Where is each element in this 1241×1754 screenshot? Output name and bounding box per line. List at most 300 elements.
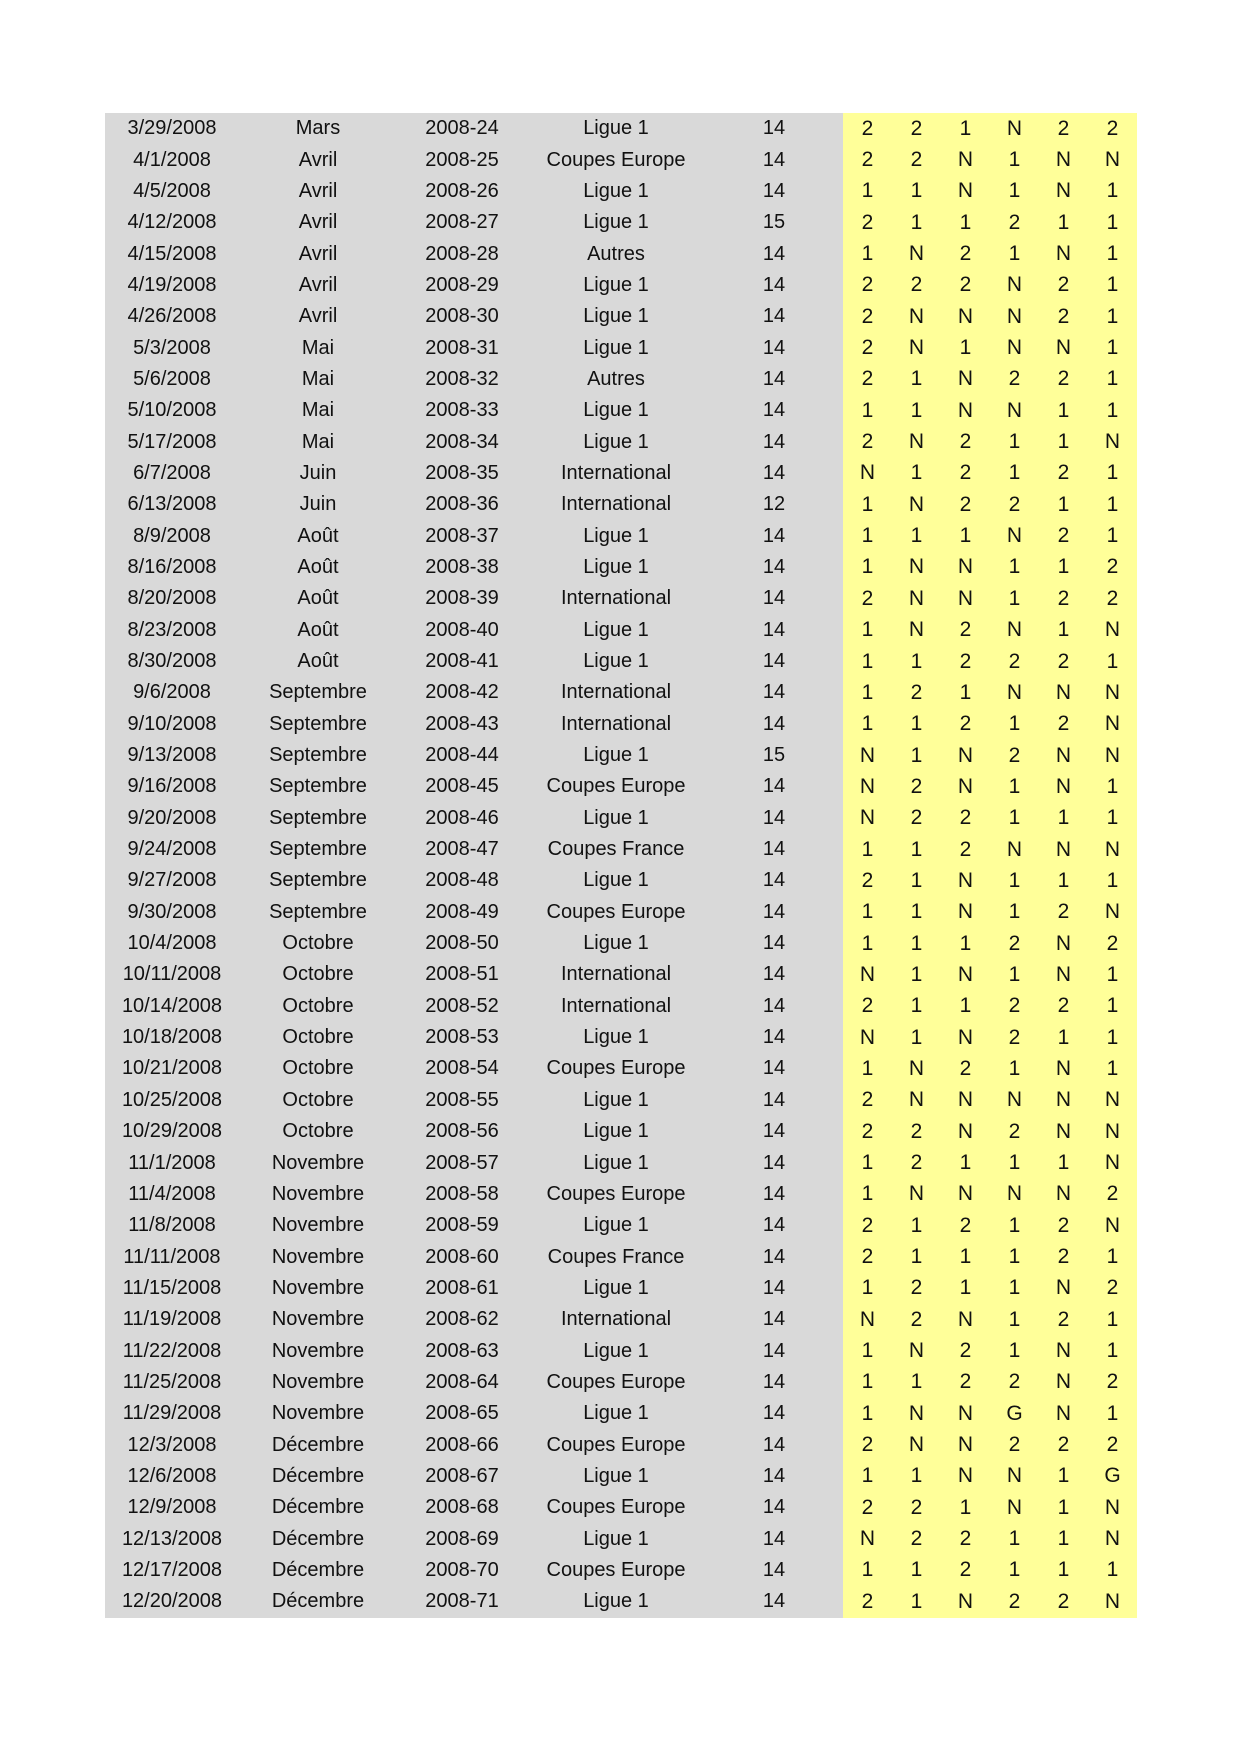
result-cell: N bbox=[843, 458, 892, 489]
date-cell: 12/6/2008 bbox=[105, 1461, 239, 1492]
competition-cell: Ligue 1 bbox=[527, 520, 705, 551]
result-cell: 2 bbox=[843, 1429, 892, 1460]
result-cell: N bbox=[892, 426, 941, 457]
week-cell: 2008-25 bbox=[397, 144, 527, 175]
competition-cell: Ligue 1 bbox=[527, 270, 705, 301]
result-cell: 1 bbox=[892, 646, 941, 677]
competition-cell: Coupes Europe bbox=[527, 1053, 705, 1084]
result-cell: 2 bbox=[1039, 709, 1088, 740]
result-cell: 2 bbox=[990, 489, 1039, 520]
result-cell: 1 bbox=[1088, 520, 1137, 551]
result-cell: N bbox=[1039, 176, 1088, 207]
table-row bbox=[105, 552, 1137, 583]
competition-cell: International bbox=[527, 489, 705, 520]
competition-cell: Ligue 1 bbox=[527, 1461, 705, 1492]
result-cell: 1 bbox=[1088, 301, 1137, 332]
month-cell: Novembre bbox=[239, 1210, 397, 1241]
table-row bbox=[105, 771, 1137, 802]
result-cell: 2 bbox=[941, 646, 990, 677]
result-cell: 1 bbox=[843, 928, 892, 959]
result-cell: N bbox=[1088, 1586, 1137, 1617]
result-cell: N bbox=[1039, 1273, 1088, 1304]
result-cell: N bbox=[941, 176, 990, 207]
week-cell: 2008-59 bbox=[397, 1210, 527, 1241]
result-cell: 1 bbox=[892, 991, 941, 1022]
competition-cell: Ligue 1 bbox=[527, 646, 705, 677]
result-cell: N bbox=[1039, 928, 1088, 959]
date-cell: 11/15/2008 bbox=[105, 1273, 239, 1304]
result-cell: 2 bbox=[1039, 113, 1088, 144]
result-cell: 2 bbox=[941, 1523, 990, 1554]
result-cell: 2 bbox=[843, 865, 892, 896]
week-cell: 2008-32 bbox=[397, 364, 527, 395]
week-cell: 2008-37 bbox=[397, 520, 527, 551]
result-cell: N bbox=[990, 1179, 1039, 1210]
month-cell: Juin bbox=[239, 458, 397, 489]
result-cell: 1 bbox=[892, 834, 941, 865]
result-cell: 2 bbox=[1088, 1429, 1137, 1460]
result-cell: 2 bbox=[941, 1555, 990, 1586]
result-cell: N bbox=[941, 771, 990, 802]
month-cell: Avril bbox=[239, 176, 397, 207]
table-row bbox=[105, 207, 1137, 238]
result-cell: N bbox=[990, 301, 1039, 332]
result-cell: N bbox=[1088, 897, 1137, 928]
result-cell: 1 bbox=[892, 1367, 941, 1398]
result-cell: 2 bbox=[941, 834, 990, 865]
result-cell: 1 bbox=[1039, 615, 1088, 646]
week-cell: 2008-68 bbox=[397, 1492, 527, 1523]
result-cell: 2 bbox=[843, 113, 892, 144]
matches-cell: 14 bbox=[705, 238, 843, 269]
result-cell: 2 bbox=[892, 1492, 941, 1523]
result-cell: N bbox=[941, 1586, 990, 1617]
result-cell: N bbox=[843, 740, 892, 771]
table-row bbox=[105, 803, 1137, 834]
result-cell: 1 bbox=[1088, 1398, 1137, 1429]
result-cell: 1 bbox=[941, 1273, 990, 1304]
competition-cell: Ligue 1 bbox=[527, 1147, 705, 1178]
matches-cell: 14 bbox=[705, 834, 843, 865]
month-cell: Octobre bbox=[239, 1053, 397, 1084]
result-cell: 1 bbox=[1088, 1555, 1137, 1586]
result-cell: 2 bbox=[941, 1367, 990, 1398]
result-cell: 1 bbox=[990, 583, 1039, 614]
competition-cell: Coupes France bbox=[527, 1241, 705, 1272]
result-cell: 2 bbox=[941, 489, 990, 520]
result-cell: 1 bbox=[892, 740, 941, 771]
result-cell: 2 bbox=[843, 1116, 892, 1147]
result-cell: 1 bbox=[990, 1304, 1039, 1335]
result-cell: N bbox=[892, 1053, 941, 1084]
date-cell: 9/30/2008 bbox=[105, 897, 239, 928]
result-cell: 1 bbox=[941, 1241, 990, 1272]
week-cell: 2008-47 bbox=[397, 834, 527, 865]
table-row bbox=[105, 270, 1137, 301]
date-cell: 10/4/2008 bbox=[105, 928, 239, 959]
matches-cell: 14 bbox=[705, 1492, 843, 1523]
result-cell: 1 bbox=[941, 677, 990, 708]
result-cell: 1 bbox=[941, 207, 990, 238]
result-cell: 1 bbox=[843, 238, 892, 269]
result-cell: N bbox=[843, 1523, 892, 1554]
result-cell: 1 bbox=[892, 897, 941, 928]
result-cell: 1 bbox=[990, 176, 1039, 207]
month-cell: Décembre bbox=[239, 1429, 397, 1460]
table-row bbox=[105, 1367, 1137, 1398]
week-cell: 2008-57 bbox=[397, 1147, 527, 1178]
result-cell: 1 bbox=[990, 865, 1039, 896]
competition-cell: Ligue 1 bbox=[527, 395, 705, 426]
week-cell: 2008-27 bbox=[397, 207, 527, 238]
date-cell: 11/25/2008 bbox=[105, 1367, 239, 1398]
table-row bbox=[105, 677, 1137, 708]
week-cell: 2008-33 bbox=[397, 395, 527, 426]
competition-cell: International bbox=[527, 458, 705, 489]
date-cell: 5/10/2008 bbox=[105, 395, 239, 426]
result-cell: 2 bbox=[941, 1053, 990, 1084]
table-row bbox=[105, 332, 1137, 363]
result-cell: N bbox=[843, 803, 892, 834]
result-cell: N bbox=[892, 1429, 941, 1460]
table-row bbox=[105, 426, 1137, 457]
result-cell: N bbox=[1088, 709, 1137, 740]
result-cell: 1 bbox=[843, 1555, 892, 1586]
matches-cell: 14 bbox=[705, 1523, 843, 1554]
competition-cell: Coupes Europe bbox=[527, 1492, 705, 1523]
result-cell: 1 bbox=[892, 395, 941, 426]
table-row bbox=[105, 1398, 1137, 1429]
result-cell: 1 bbox=[1039, 207, 1088, 238]
result-cell: 1 bbox=[990, 426, 1039, 457]
result-cell: 1 bbox=[990, 771, 1039, 802]
matches-cell: 14 bbox=[705, 677, 843, 708]
table-row bbox=[105, 865, 1137, 896]
week-cell: 2008-40 bbox=[397, 615, 527, 646]
result-cell: N bbox=[941, 144, 990, 175]
result-cell: N bbox=[892, 583, 941, 614]
result-cell: 1 bbox=[990, 897, 1039, 928]
month-cell: Novembre bbox=[239, 1273, 397, 1304]
result-cell: 1 bbox=[843, 677, 892, 708]
week-cell: 2008-24 bbox=[397, 113, 527, 144]
date-cell: 9/20/2008 bbox=[105, 803, 239, 834]
result-cell: 2 bbox=[941, 803, 990, 834]
result-cell: N bbox=[892, 615, 941, 646]
date-cell: 12/17/2008 bbox=[105, 1555, 239, 1586]
result-cell: N bbox=[892, 552, 941, 583]
date-cell: 11/8/2008 bbox=[105, 1210, 239, 1241]
result-cell: 2 bbox=[990, 928, 1039, 959]
competition-cell: Ligue 1 bbox=[527, 928, 705, 959]
result-cell: 1 bbox=[843, 1147, 892, 1178]
result-cell: 1 bbox=[941, 332, 990, 363]
competition-cell: Coupes Europe bbox=[527, 1555, 705, 1586]
result-cell: 1 bbox=[843, 520, 892, 551]
result-cell: 2 bbox=[843, 270, 892, 301]
date-cell: 9/13/2008 bbox=[105, 740, 239, 771]
table-row bbox=[105, 144, 1137, 175]
result-cell: N bbox=[1039, 238, 1088, 269]
result-cell: N bbox=[941, 740, 990, 771]
table-row bbox=[105, 395, 1137, 426]
result-cell: 1 bbox=[843, 552, 892, 583]
table-row bbox=[105, 1429, 1137, 1460]
week-cell: 2008-63 bbox=[397, 1335, 527, 1366]
result-cell: 1 bbox=[1088, 489, 1137, 520]
result-cell: 1 bbox=[1088, 771, 1137, 802]
date-cell: 11/4/2008 bbox=[105, 1179, 239, 1210]
week-cell: 2008-53 bbox=[397, 1022, 527, 1053]
result-cell: N bbox=[941, 1116, 990, 1147]
result-cell: N bbox=[941, 1085, 990, 1116]
result-cell: N bbox=[941, 1461, 990, 1492]
month-cell: Mai bbox=[239, 364, 397, 395]
week-cell: 2008-62 bbox=[397, 1304, 527, 1335]
result-cell: 2 bbox=[990, 740, 1039, 771]
month-cell: Septembre bbox=[239, 677, 397, 708]
matches-cell: 14 bbox=[705, 1335, 843, 1366]
competition-cell: Ligue 1 bbox=[527, 740, 705, 771]
competition-cell: Ligue 1 bbox=[527, 301, 705, 332]
competition-cell: Coupes Europe bbox=[527, 1367, 705, 1398]
result-cell: 2 bbox=[1039, 270, 1088, 301]
result-cell: N bbox=[1088, 740, 1137, 771]
date-cell: 4/1/2008 bbox=[105, 144, 239, 175]
result-cell: 1 bbox=[843, 709, 892, 740]
result-cell: N bbox=[990, 1492, 1039, 1523]
week-cell: 2008-36 bbox=[397, 489, 527, 520]
result-cell: 2 bbox=[1039, 1241, 1088, 1272]
matches-cell: 14 bbox=[705, 1367, 843, 1398]
week-cell: 2008-65 bbox=[397, 1398, 527, 1429]
table-row bbox=[105, 238, 1137, 269]
result-cell: 1 bbox=[990, 959, 1039, 990]
result-cell: 1 bbox=[1039, 1461, 1088, 1492]
result-cell: 2 bbox=[1088, 583, 1137, 614]
matches-cell: 14 bbox=[705, 1241, 843, 1272]
result-cell: 1 bbox=[990, 1053, 1039, 1084]
result-cell: 1 bbox=[990, 458, 1039, 489]
table-row bbox=[105, 646, 1137, 677]
result-cell: 1 bbox=[941, 1147, 990, 1178]
result-cell: N bbox=[892, 238, 941, 269]
result-cell: 1 bbox=[1039, 1147, 1088, 1178]
table-row bbox=[105, 1335, 1137, 1366]
month-cell: Novembre bbox=[239, 1335, 397, 1366]
table-row bbox=[105, 583, 1137, 614]
date-cell: 6/13/2008 bbox=[105, 489, 239, 520]
date-cell: 9/16/2008 bbox=[105, 771, 239, 802]
result-cell: 1 bbox=[892, 520, 941, 551]
result-cell: 1 bbox=[1088, 1241, 1137, 1272]
week-cell: 2008-34 bbox=[397, 426, 527, 457]
result-cell: 2 bbox=[941, 709, 990, 740]
result-cell: 1 bbox=[1039, 1523, 1088, 1554]
competition-cell: International bbox=[527, 709, 705, 740]
competition-cell: Ligue 1 bbox=[527, 207, 705, 238]
table-row bbox=[105, 364, 1137, 395]
result-cell: 2 bbox=[843, 1586, 892, 1617]
table-row bbox=[105, 1085, 1137, 1116]
result-cell: 2 bbox=[941, 615, 990, 646]
matches-cell: 14 bbox=[705, 771, 843, 802]
week-cell: 2008-51 bbox=[397, 959, 527, 990]
result-cell: 2 bbox=[1039, 897, 1088, 928]
month-cell: Septembre bbox=[239, 709, 397, 740]
result-cell: N bbox=[892, 1179, 941, 1210]
matches-cell: 14 bbox=[705, 583, 843, 614]
matches-cell: 14 bbox=[705, 1555, 843, 1586]
result-cell: 2 bbox=[941, 1210, 990, 1241]
matches-cell: 14 bbox=[705, 426, 843, 457]
competition-cell: Coupes Europe bbox=[527, 1179, 705, 1210]
result-cell: N bbox=[990, 113, 1039, 144]
date-cell: 11/22/2008 bbox=[105, 1335, 239, 1366]
month-cell: Octobre bbox=[239, 959, 397, 990]
competition-cell: Ligue 1 bbox=[527, 552, 705, 583]
result-cell: 2 bbox=[843, 583, 892, 614]
result-cell: 2 bbox=[941, 1335, 990, 1366]
result-cell: 1 bbox=[1039, 395, 1088, 426]
result-cell: 2 bbox=[843, 426, 892, 457]
week-cell: 2008-42 bbox=[397, 677, 527, 708]
matches-cell: 14 bbox=[705, 1053, 843, 1084]
month-cell: Novembre bbox=[239, 1179, 397, 1210]
month-cell: Novembre bbox=[239, 1241, 397, 1272]
result-cell: 2 bbox=[843, 1210, 892, 1241]
matches-cell: 14 bbox=[705, 1586, 843, 1617]
date-cell: 5/17/2008 bbox=[105, 426, 239, 457]
date-cell: 12/20/2008 bbox=[105, 1586, 239, 1617]
result-cell: 1 bbox=[1039, 1492, 1088, 1523]
date-cell: 4/15/2008 bbox=[105, 238, 239, 269]
date-cell: 11/29/2008 bbox=[105, 1398, 239, 1429]
month-cell: Décembre bbox=[239, 1586, 397, 1617]
result-cell: 1 bbox=[843, 1367, 892, 1398]
competition-cell: Ligue 1 bbox=[527, 1273, 705, 1304]
result-cell: 2 bbox=[990, 991, 1039, 1022]
result-cell: 1 bbox=[892, 959, 941, 990]
competition-cell: Ligue 1 bbox=[527, 176, 705, 207]
week-cell: 2008-38 bbox=[397, 552, 527, 583]
month-cell: Septembre bbox=[239, 771, 397, 802]
competition-cell: Coupes Europe bbox=[527, 144, 705, 175]
result-cell: 1 bbox=[1088, 646, 1137, 677]
matches-cell: 14 bbox=[705, 897, 843, 928]
table-row bbox=[105, 1147, 1137, 1178]
result-cell: 1 bbox=[990, 709, 1039, 740]
result-cell: N bbox=[1088, 1116, 1137, 1147]
date-cell: 8/9/2008 bbox=[105, 520, 239, 551]
date-cell: 10/14/2008 bbox=[105, 991, 239, 1022]
date-cell: 10/25/2008 bbox=[105, 1085, 239, 1116]
result-cell: 1 bbox=[1088, 1022, 1137, 1053]
result-cell: N bbox=[1088, 834, 1137, 865]
matches-cell: 14 bbox=[705, 1461, 843, 1492]
result-cell: 2 bbox=[1088, 928, 1137, 959]
result-cell: 1 bbox=[1088, 176, 1137, 207]
result-cell: 2 bbox=[843, 144, 892, 175]
matches-cell: 14 bbox=[705, 646, 843, 677]
result-cell: 2 bbox=[941, 238, 990, 269]
result-cell: 1 bbox=[990, 1147, 1039, 1178]
result-cell: N bbox=[843, 771, 892, 802]
result-cell: N bbox=[1088, 144, 1137, 175]
result-cell: 2 bbox=[990, 1116, 1039, 1147]
matches-cell: 14 bbox=[705, 552, 843, 583]
matches-cell: 14 bbox=[705, 1022, 843, 1053]
result-cell: N bbox=[1039, 959, 1088, 990]
competition-cell: Ligue 1 bbox=[527, 865, 705, 896]
competition-cell: Coupes Europe bbox=[527, 1429, 705, 1460]
result-cell: N bbox=[941, 1398, 990, 1429]
result-cell: N bbox=[990, 520, 1039, 551]
table-row bbox=[105, 709, 1137, 740]
competition-cell: Ligue 1 bbox=[527, 1116, 705, 1147]
matches-cell: 14 bbox=[705, 1116, 843, 1147]
matches-cell: 14 bbox=[705, 113, 843, 144]
date-cell: 11/11/2008 bbox=[105, 1241, 239, 1272]
matches-cell: 14 bbox=[705, 865, 843, 896]
competition-cell: Ligue 1 bbox=[527, 1586, 705, 1617]
date-cell: 9/27/2008 bbox=[105, 865, 239, 896]
result-cell: 2 bbox=[843, 1085, 892, 1116]
result-cell: 1 bbox=[843, 1053, 892, 1084]
result-cell: 1 bbox=[990, 1335, 1039, 1366]
result-cell: 1 bbox=[843, 615, 892, 646]
result-cell: 1 bbox=[843, 1179, 892, 1210]
month-cell: Avril bbox=[239, 144, 397, 175]
result-cell: N bbox=[941, 865, 990, 896]
date-cell: 8/16/2008 bbox=[105, 552, 239, 583]
date-cell: 3/29/2008 bbox=[105, 113, 239, 144]
date-cell: 10/21/2008 bbox=[105, 1053, 239, 1084]
week-cell: 2008-67 bbox=[397, 1461, 527, 1492]
result-cell: 1 bbox=[1039, 489, 1088, 520]
month-cell: Avril bbox=[239, 270, 397, 301]
result-cell: 2 bbox=[892, 113, 941, 144]
result-cell: 2 bbox=[1039, 458, 1088, 489]
result-cell: N bbox=[1088, 1492, 1137, 1523]
date-cell: 12/13/2008 bbox=[105, 1523, 239, 1554]
result-cell: 1 bbox=[1088, 332, 1137, 363]
week-cell: 2008-31 bbox=[397, 332, 527, 363]
result-cell: N bbox=[1039, 834, 1088, 865]
month-cell: Septembre bbox=[239, 803, 397, 834]
result-cell: N bbox=[1039, 771, 1088, 802]
result-cell: 1 bbox=[1088, 1053, 1137, 1084]
competition-cell: Ligue 1 bbox=[527, 1210, 705, 1241]
result-cell: G bbox=[990, 1398, 1039, 1429]
month-cell: Avril bbox=[239, 238, 397, 269]
matches-cell: 14 bbox=[705, 144, 843, 175]
matches-cell: 14 bbox=[705, 1429, 843, 1460]
result-cell: 2 bbox=[1039, 1210, 1088, 1241]
result-cell: 2 bbox=[892, 1147, 941, 1178]
result-cell: N bbox=[1039, 144, 1088, 175]
week-cell: 2008-66 bbox=[397, 1429, 527, 1460]
matches-cell: 14 bbox=[705, 1179, 843, 1210]
week-cell: 2008-48 bbox=[397, 865, 527, 896]
competition-cell: Ligue 1 bbox=[527, 1398, 705, 1429]
result-cell: 1 bbox=[941, 991, 990, 1022]
month-cell: Septembre bbox=[239, 865, 397, 896]
result-cell: 2 bbox=[843, 364, 892, 395]
result-cell: 2 bbox=[892, 1523, 941, 1554]
result-cell: N bbox=[990, 332, 1039, 363]
result-cell: N bbox=[892, 1398, 941, 1429]
